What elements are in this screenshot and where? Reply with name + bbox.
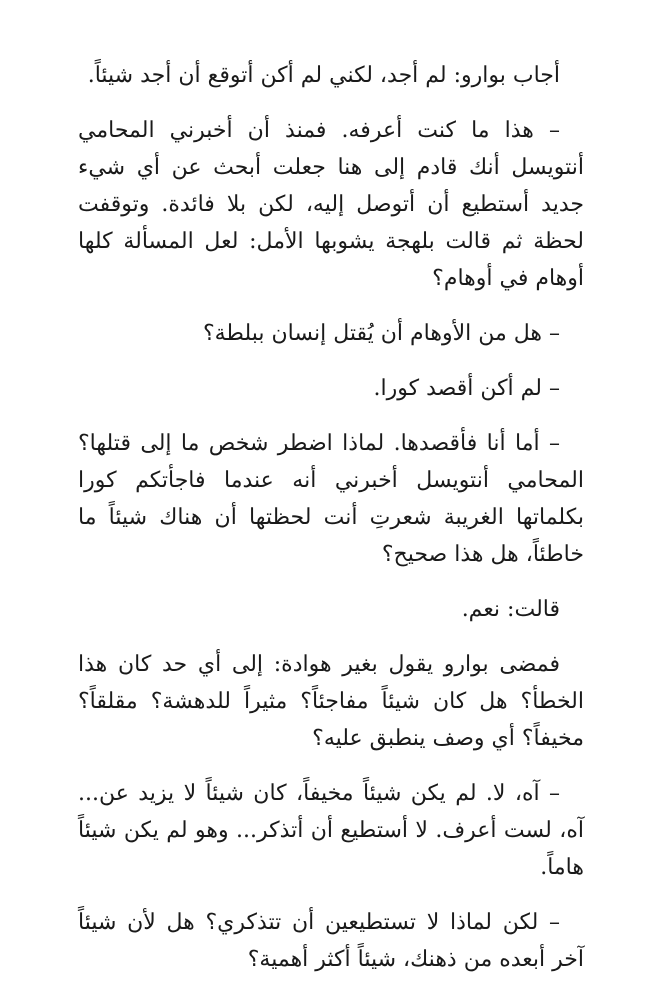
paragraph-7: فمضى بوارو يقول بغير هوادة: إلى أي حد كان هذا الخطأ؟ هل كان شيئاً مفاجئاً؟ مثيراً للدهشة؟ مقلقاً؟ مخيفاً؟ أي وصف ينطبق عليه؟ (78, 652, 584, 751)
paragraph-2: – هذا ما كنت أعرفه. فمنذ أن أخبرني المحامي أنتويسل أنك قادم إلى هنا جعلت أبحث عن أي شيء جديد أستطيع أن أتوصل إليه، لكن بلا فائدة. وتوقفت لحظة ثم قالت بلهجة يشوبها الأمل: لعل المسألة كلها أوهام في أوهام؟ (78, 118, 584, 291)
paragraph-1: أجاب بوارو: لم أجد، لكني لم أكن أتوقع أن أجد شيئاً. (87, 63, 560, 88)
paragraph-5: – أما أنا فأقصدها. لماذا اضطر شخص ما إلى قتلها؟ المحامي أنتويسل أخبرني أنه عندما فاجأتكم كورا بكلماتها الغريبة شعرتِ أنت لحظتها أن هناك شيئاً ما خاطئاً، هل هذا صحيح؟ (78, 431, 584, 567)
paragraph-8: – آه، لا. لم يكن شيئاً مخيفاً، كان شيئاً لا يزيد عن... آه، لست أعرف. لا أستطيع أن أتذكر... وهو لم يكن شيئاً هاماً. (78, 781, 584, 880)
paragraph-3: – هل من الأوهام أن يُقتل إنسان ببلطة؟ (202, 321, 560, 346)
paragraph-9: – لكن لماذا لا تستطيعين أن تتذكري؟ هل لأن شيئاً آخر أبعده من ذهنك، شيئاً أكثر أهمية؟ (78, 910, 584, 972)
book-page (78, 57, 584, 996)
paragraph-6: قالت: نعم. (461, 597, 560, 622)
paragraph-4: – لم أكن أقصد كورا. (373, 376, 560, 401)
